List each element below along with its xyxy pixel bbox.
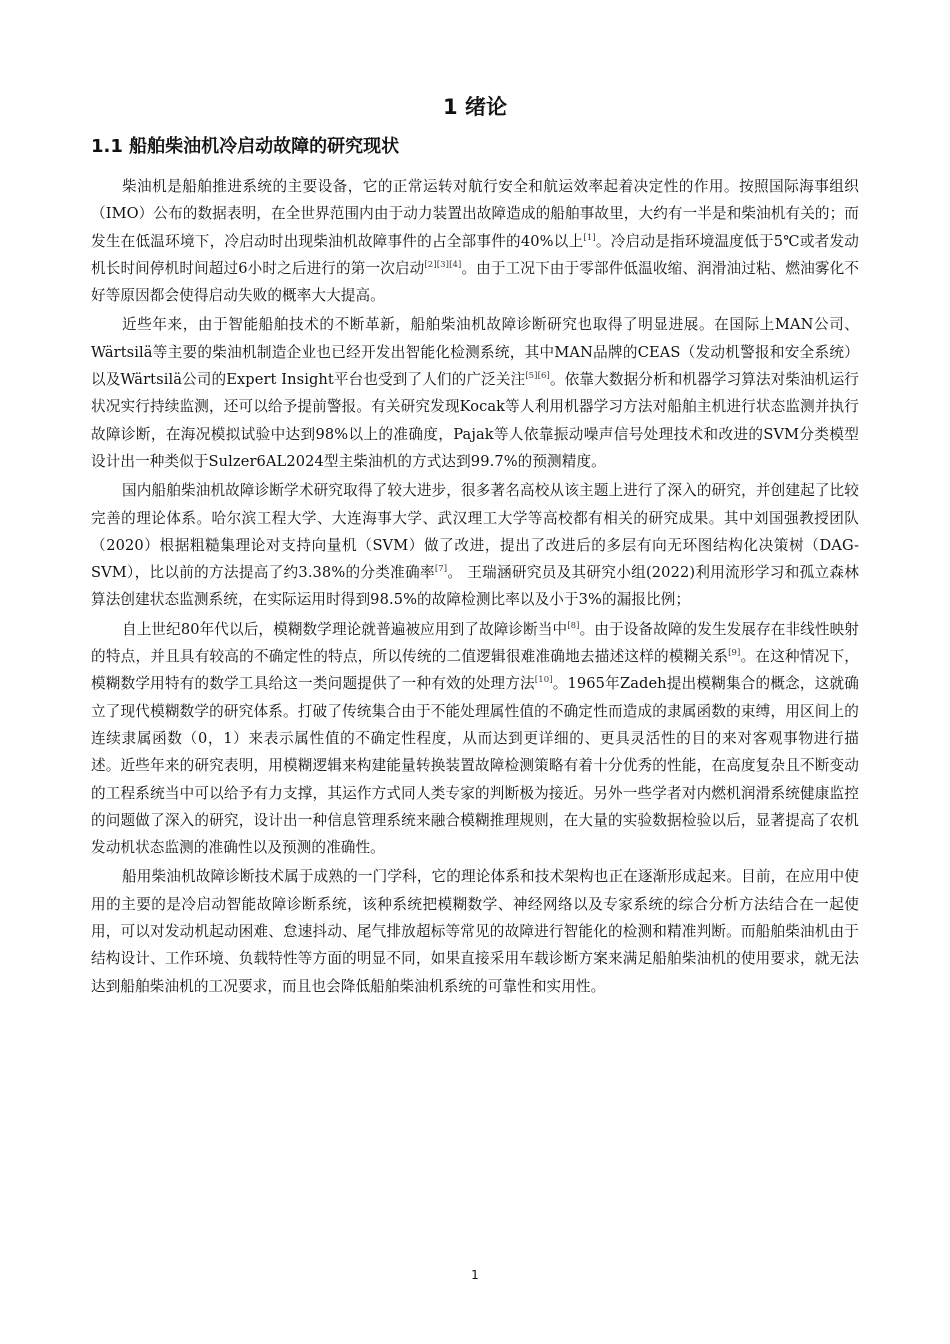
paragraph-text: 。1965年Zadeh提出模糊集合的概念，这就确立了现代模糊数学的研究体系。打破了传统集合由于不能处理属性值的不确定性而造成的隶属函数的束缚，用区间上的连续隶属函数（0，1）来表示属性值的不确定性程度，从而达到更详细的、更具灵活性的目的来对客观事物进行描述。近些年来的研究表明，用模糊逻辑来构建能量转换装置故障检测策略有着十分优秀的性能，在高度复杂且不断变动的工程系统当中可以给予有力支撑，其运作方式同人类专家的判断极为接近。另外一些学者对内燃机润滑系统健康监控的问题做了深入的研究，设计出一种信息管理系统来融合模糊推理规则，在大量的实验数据检验以后，显著提高了农机发动机状态监测的准确性以及预测的准确性。 bbox=[91, 675, 859, 857]
section-title: 1.1 船舶柴油机冷启动故障的研究现状 bbox=[91, 136, 400, 157]
paragraph-text: 近些年来，由于智能船舶技术的不断革新，船舶柴油机故障诊断研究也取得了明显进展。在国际上MAN公司、Wärtsilä等主要的柴油机制造企业也已经开发出智能化检测系统，其中MAN品牌的CEAS（发动机警报和安全系统）以及Wärtsilä公司的Expert Insight平台也受到了人们的广泛关注 bbox=[91, 316, 859, 389]
paragraph bbox=[91, 616, 859, 862]
paragraph-text: 。在这种情况下，模糊数学用特有的数学工具给这一类问题提供了一种有效的处理方法 bbox=[91, 648, 859, 693]
paragraph-text: 船用柴油机故障诊断技术属于成熟的一门学科，它的理论体系和技术架构也正在逐渐形成起来。目前，在应用中使用的主要的是冷启动智能故障诊断系统，该种系统把模糊数学、神经网络以及专家系统的综合分析方法结合在一起使用，可以对发动机起动困难、怠速抖动、尾气排放超标等常见的故障进行智能化的检测和精准判断。而船舶柴油机由于结构设计、工作环境、负载特性等方面的明显不同，如果直接采用车载诊断方案来满足船舶柴油机的使用要求，就无法达到船舶柴油机的工况要求，而且也会降低船舶柴油机系统的可靠性和实用性。 bbox=[91, 868, 859, 995]
paragraph-text: 。由于工况下由于零部件低温收缩、润滑油过粘、燃油雾化不好等原因都会使得启动失败的概率大大提高。 bbox=[91, 259, 860, 305]
citation-ref: [10] bbox=[534, 675, 553, 686]
citation-ref: [8] bbox=[567, 620, 580, 631]
chapter-title: 1 绪论 bbox=[443, 95, 507, 119]
citation-ref: [1] bbox=[583, 232, 596, 243]
paragraph-text: 。依靠大数据分析和机器学习算法对柴油机运行状况实行持续监测，还可以给予提前警报。有关研究发现Kocak等人利用机器学习方法对船舶主机进行状态监测并执行故障诊断，在海况模拟试验中达到98%以上的准确度，Pajak等人依靠振动噪声信号处理技术和改进的SVM分类模型设计出一种类似于Sulzer6AL2024型主柴油机的方式达到99.7%的预测精度。 bbox=[91, 371, 859, 470]
paragraph bbox=[91, 311, 859, 475]
paragraph-text: 柴油机是船舶推进系统的主要设备，它的正常运转对航行安全和航运效率起着决定性的作用。按照国际海事组织（IMO）公布的数据表明，在全世界范围内由于动力装置出故障造成的船舶事故里，大约有一半是和柴油机有关的；而发生在低温环境下，冷启动时出现柴油机故障事件的占全部事件的40%以上 bbox=[91, 178, 859, 250]
body-text bbox=[91, 173, 859, 1002]
citation-ref: [5][6] bbox=[525, 371, 550, 382]
paragraph-text: 。由于设备故障的发生发展存在非线性映射的特点，并且具有较高的不确定性的特点，所以传统的二值逻辑很难准确地去描述这样的模糊关系 bbox=[91, 620, 859, 666]
page-number: 1 bbox=[471, 1268, 479, 1282]
paragraph bbox=[91, 477, 859, 613]
paragraph bbox=[91, 863, 859, 999]
paragraph-text: 国内船舶柴油机故障诊断学术研究取得了较大进步，很多著名高校从该主题上进行了深入的研究，并创建起了比较完善的理论体系。哈尔滨工程大学、大连海事大学、武汉理工大学等高校都有相关的研究成果。其中刘国强教授团队（2020）根据粗糙集理论对支持向量机（SVM）做了改进，提出了改进后的多层有向无环图结构化决策树（DAG-SVM），比以前的方法提高了约3.38%的分类准确率 bbox=[91, 482, 859, 582]
paragraph bbox=[91, 173, 859, 309]
citation-ref: [9] bbox=[728, 648, 741, 659]
citation-ref: [2][3][4] bbox=[424, 260, 462, 271]
paragraph-text: 。 王瑞涵研究员及其研究小组(2022)利用流形学习和孤立森林算法创建状态监测系统，在实际运用时得到98.5%的故障检测比率以及小于3%的漏报比例； bbox=[91, 564, 859, 609]
paragraph-text: 。冷启动是指环境温度低于5℃或者发动机长时间停机时间超过6小时之后进行的第一次启动 bbox=[91, 232, 859, 277]
paragraph-text: 自上世纪80年代以后，模糊数学理论就普遍被应用到了故障诊断当中 bbox=[122, 620, 568, 638]
citation-ref: [7] bbox=[434, 564, 448, 575]
